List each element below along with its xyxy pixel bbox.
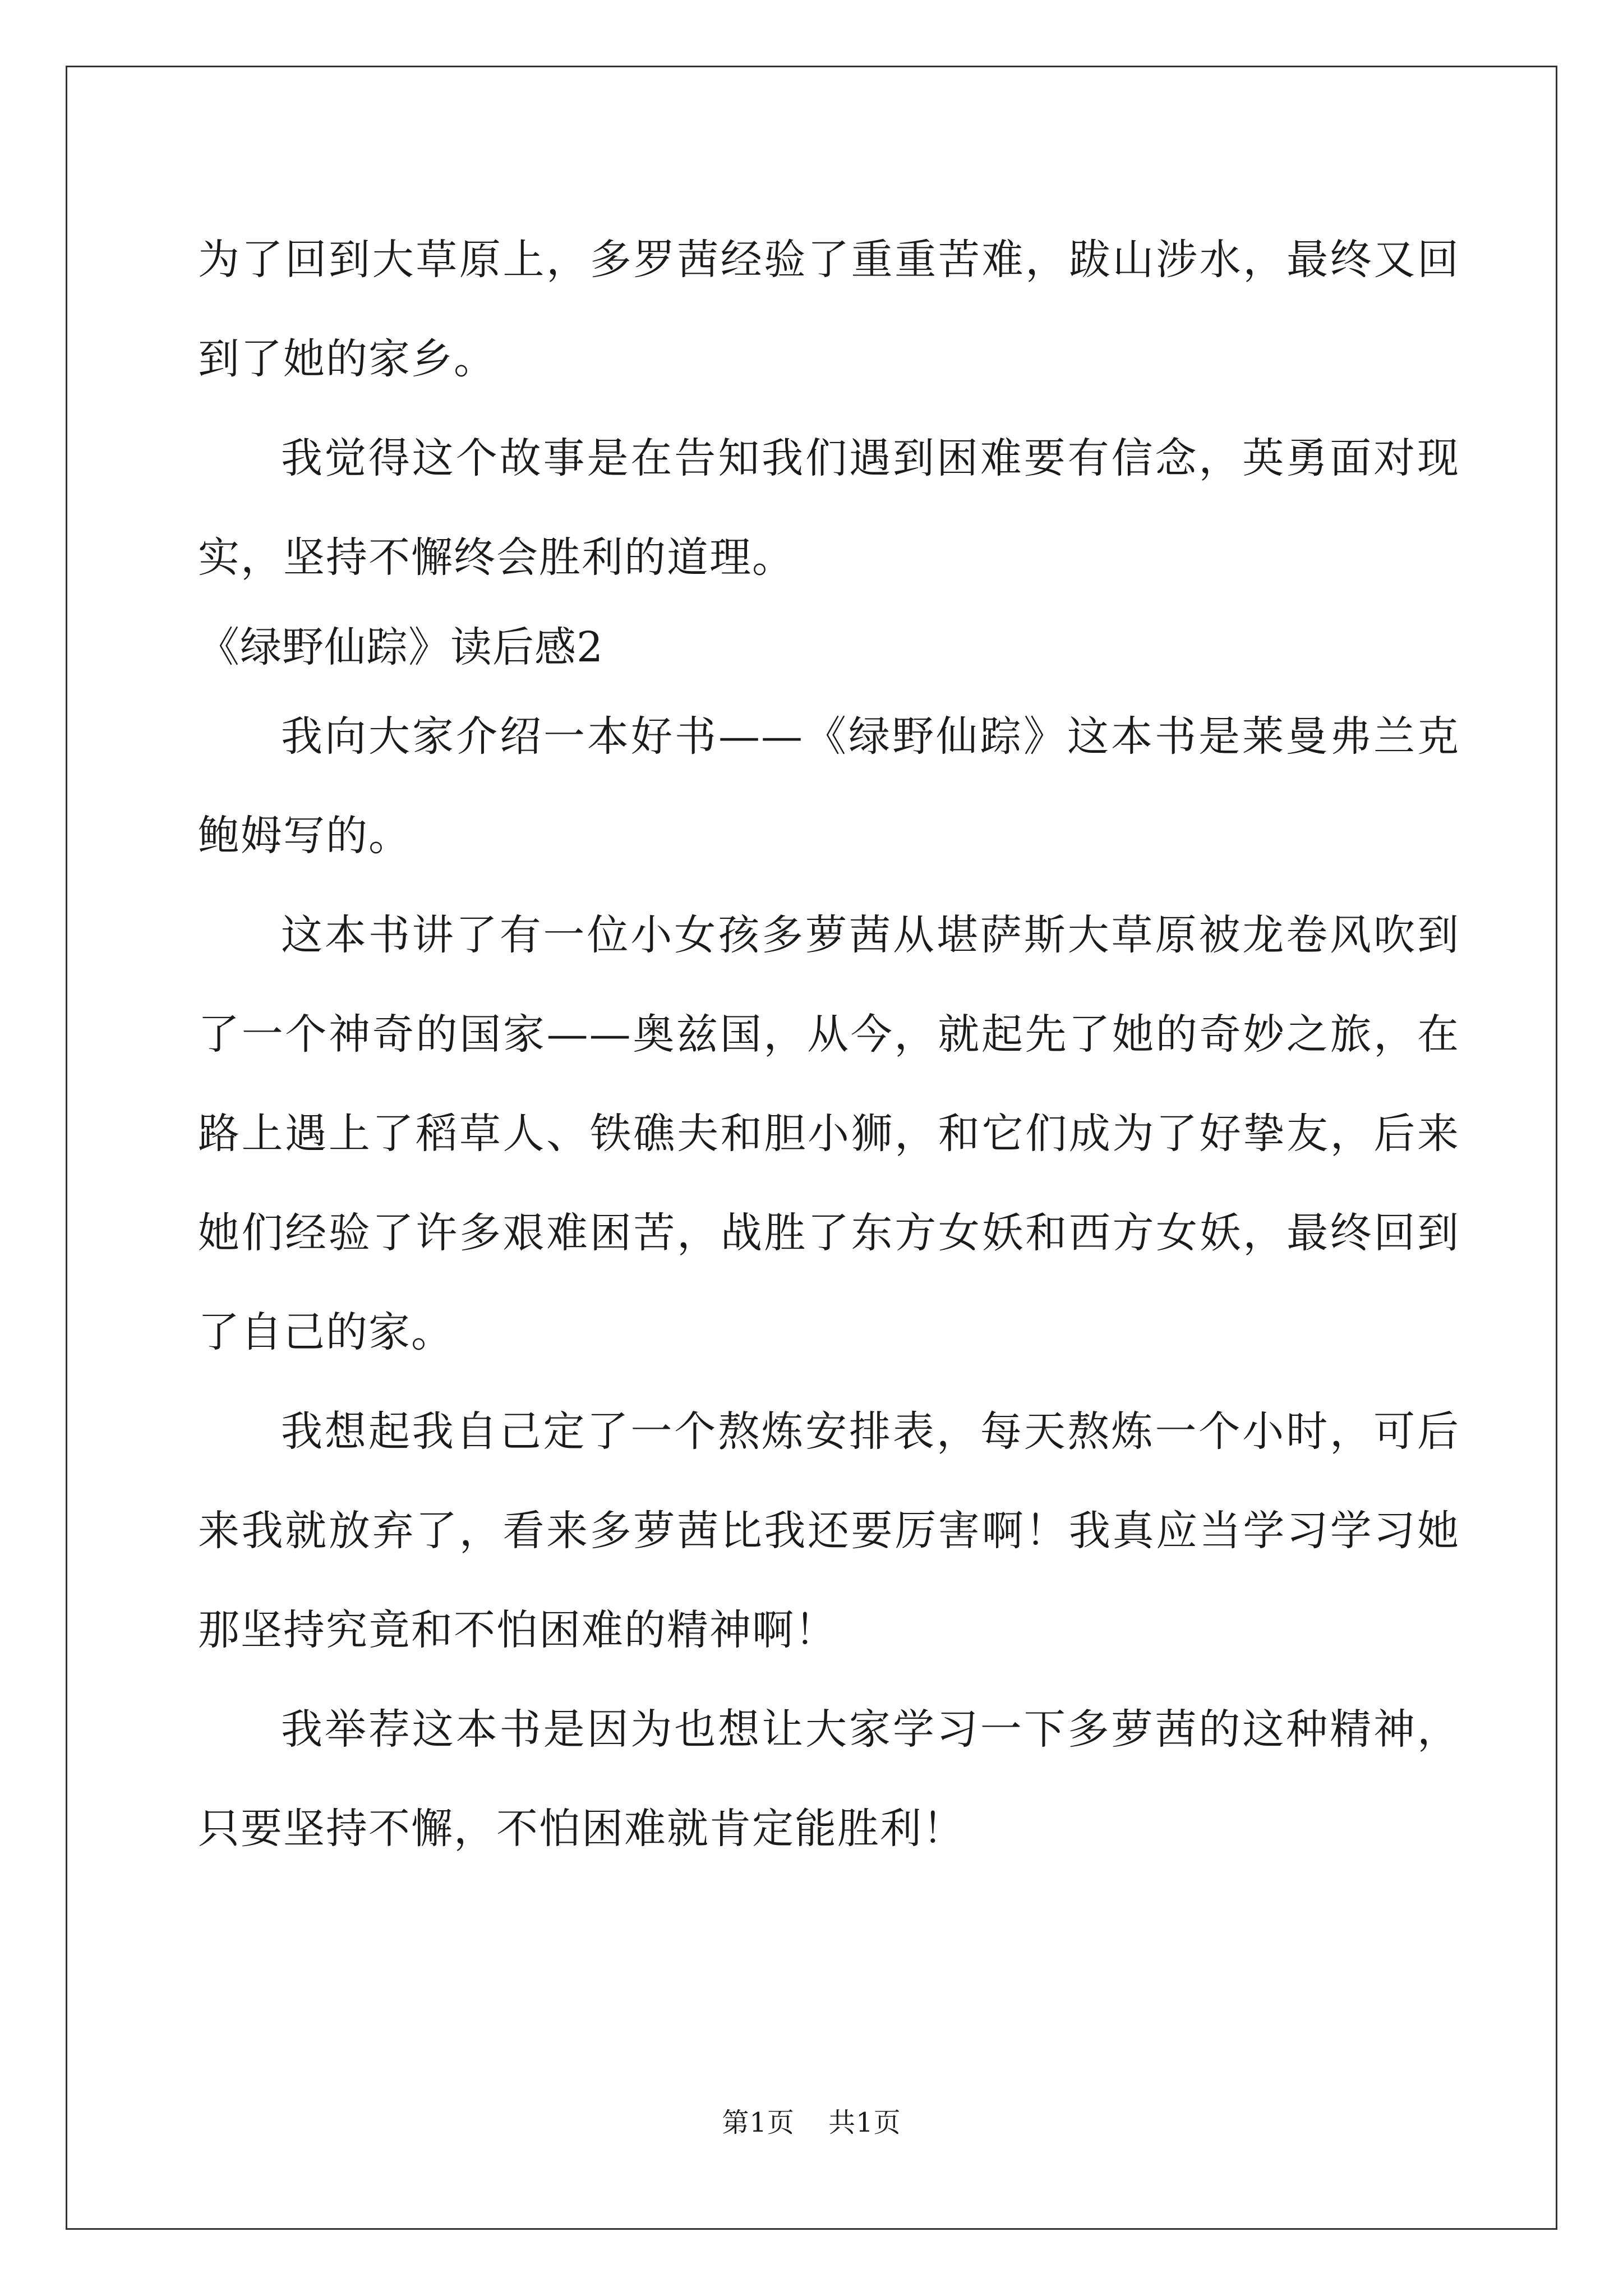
document-body	[198, 210, 1460, 1879]
page-footer	[0, 2101, 1623, 2139]
paragraph: 我想起我自己定了一个熬炼安排表，每天熬炼一个小时，可后来我就放弃了，看来多萝茜比我还要厉害啊！我真应当学习学习她那坚持究竟和不怕困难的精神啊！	[198, 1407, 1460, 1654]
section-heading: 《绿野仙踪》读后感2	[198, 623, 604, 671]
page-total: 共1页	[828, 2107, 901, 2138]
paragraph: 为了回到大草原上，多罗茜经验了重重苦难，跋山涉水，最终又回到了她的家乡。	[198, 236, 1460, 383]
page-number: 第1页	[722, 2107, 795, 2138]
paragraph: 我向大家介绍一本好书——《绿野仙踪》这本书是莱曼弗兰克鲍姆写的。	[198, 712, 1460, 860]
paragraph: 这本书讲了有一位小女孩多萝茜从堪萨斯大草原被龙卷风吹到了一个神奇的国家——奥兹国，从今，就起先了她的奇妙之旅，在路上遇上了稻草人、铁礁夫和胆小狮，和它们成为了好挚友，后来她们经验了许多艰难困苦，战胜了东方女妖和西方女妖，最终回到了自己的家。	[198, 911, 1460, 1356]
paragraph: 我觉得这个故事是在告知我们遇到困难要有信念，英勇面对现实，坚持不懈终会胜利的道理。	[198, 434, 1460, 582]
paragraph: 我举荐这本书是因为也想让大家学习一下多萝茜的这种精神，只要坚持不懈，不怕困难就肯定能胜利！	[198, 1705, 1460, 1853]
